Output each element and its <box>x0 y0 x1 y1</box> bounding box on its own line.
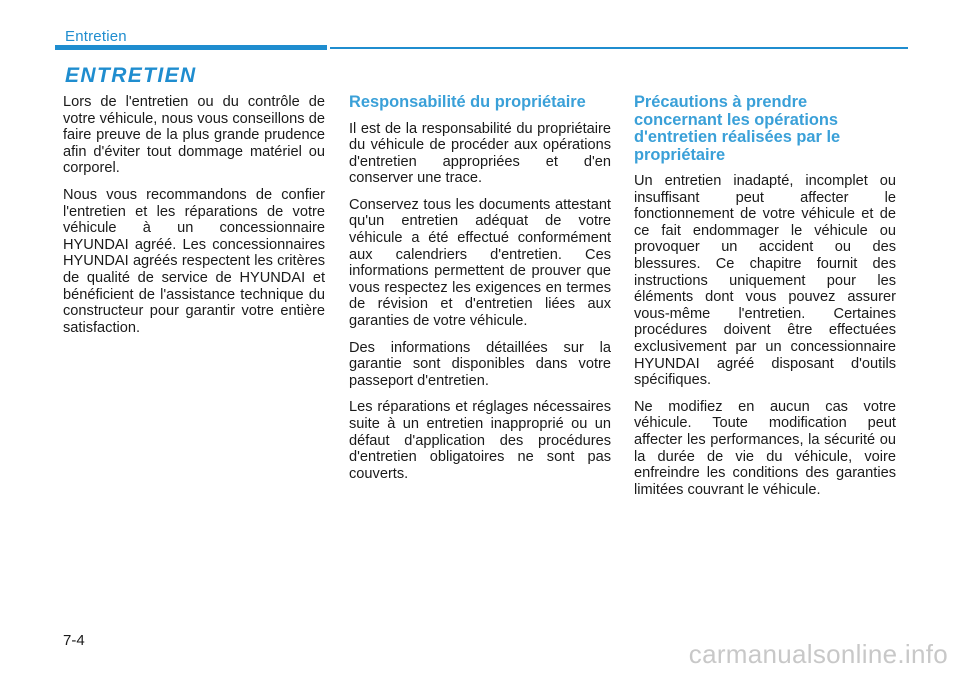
watermark: carmanualsonline.info <box>688 639 948 669</box>
intro-paragraph-2: Nous vous recommandons de confier l'entretien et les réparations de votre véhicule à un concessionnaire HYUNDAI agréé. Les concessionnaires HYUNDAI agréés respectent les critères de qualité de service de HYUNDAI et bénéficient de l'assistance technique du constructeur pour garantir votre entière satisfaction. <box>63 186 325 336</box>
page-number: 7-4 <box>63 632 85 649</box>
responsabilite-paragraph-2: Conservez tous les documents attestant qu'un entretien adéquat de votre véhicule a été effectué conformément aux calendriers d'entretien. Ces informations permettent de prouver que vous respectez les exigences en termes de révision et d'entretien liées aux garanties de votre véhicule. <box>349 196 611 330</box>
header-rule-thin <box>330 47 908 49</box>
section-header-label: Entretien <box>65 28 127 45</box>
precautions-column <box>634 94 896 508</box>
intro-column <box>63 94 325 346</box>
precautions-paragraph-1: Un entretien inadapté, incomplet ou insuffisant peut affecter le fonctionnement de votre véhicule et de ce fait endommager le véhicule ou provoquer un accident ou des blessures. Ce chapitre fournit des instructions uniquement pour les éléments dont vous pouvez assurer vous-même l'entretien. Certaines procédures doivent être effectuées exclusivement par un concessionnaire HYUNDAI agréé disposant d'outils spécifiques. <box>634 173 896 389</box>
header-rule-thick <box>55 45 327 50</box>
intro-paragraph-1: Lors de l'entretien ou du contrôle de votre véhicule, nous vous conseillons de faire preuve de la plus grande prudence afin d'éviter tout dommage matériel ou corporel. <box>63 94 325 177</box>
responsabilite-column <box>349 94 611 492</box>
precautions-paragraph-2: Ne modifiez en aucun cas votre véhicule. Toute modification peut affecter les performances, la sécurité ou la durée de vie du véhicule, voire enfreindre les conditions des garanties limitées couvrant le véhicule. <box>634 398 896 498</box>
responsabilite-paragraph-1: Il est de la responsabilité du propriétaire du véhicule de procéder aux opérations d'entretien appropriées et d'en conserver une trace. <box>349 120 611 187</box>
responsabilite-paragraph-4: Les réparations et réglages nécessaires suite à un entretien inapproprié ou un défaut d'application des procédures d'entretien obligatoires ne sont pas couverts. <box>349 399 611 482</box>
responsabilite-paragraph-3: Des informations détaillées sur la garantie sont disponibles dans votre passeport d'entretien. <box>349 339 611 389</box>
page-title: ENTRETIEN <box>65 64 197 87</box>
precautions-heading: Précautions à prendre concernant les opérations d'entretien réalisées par le propriétaire <box>634 93 841 164</box>
responsabilite-heading: Responsabilité du propriétaire <box>349 93 586 111</box>
